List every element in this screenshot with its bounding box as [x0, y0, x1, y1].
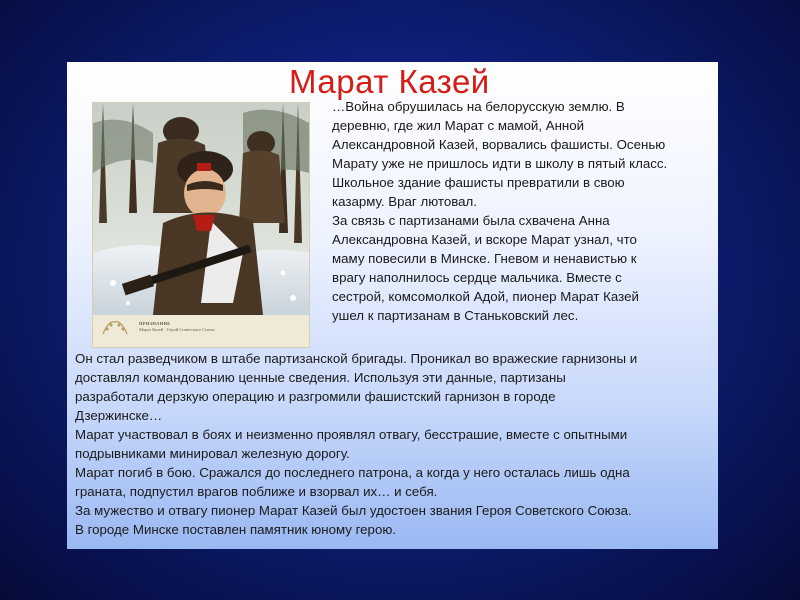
page-title: Марат Казей — [289, 63, 490, 100]
text-line: Александровной Казей, ворвались фашисты. Осенью — [332, 137, 666, 152]
text-line: врагу наполнилось сердце мальчика. Вместе с — [332, 270, 622, 285]
text-line: казарму. Враг лютовал. — [332, 194, 477, 209]
text-line: деревню, где жил Марат с мамой, Анной — [332, 118, 585, 133]
caption-subtitle: Марат Казей · Герой Советского Союза — [139, 327, 215, 332]
slide-content — [67, 62, 718, 549]
text-line: Марат погиб в бою. Сражался до последнего патрона, а когда у него осталась лишь одна — [75, 465, 630, 480]
text-line: В городе Минске поставлен памятник юному герою. — [75, 522, 397, 537]
painting-caption — [139, 321, 214, 333]
text-line: За мужество и отвагу пионер Марат Казей был удостоен звания Героя Советского Союза. — [75, 503, 632, 518]
text-line: Школьное здание фашисты превратили в свою — [332, 175, 625, 190]
text-line: За связь с партизанами была схвачена Анна — [332, 213, 610, 228]
text-line: Марату уже не пришлось идти в школу в пятый класс. — [332, 156, 668, 171]
text-line: граната, подпустил врагов поближе и взорвал их… и себя. — [75, 484, 438, 499]
text-line: …Война обрушилась на белорусскую землю. В — [332, 99, 625, 114]
text-line: Марат участвовал в боях и неизменно проявлял отвагу, бесстрашие, вместе с опытными — [75, 427, 628, 442]
text-line: Он стал разведчиком в штабе партизанской бригады. Проникал во вражеские гарнизоны и — [75, 351, 638, 366]
text-line: сестрой, комсомолкой Адой, пионер Марат Казей — [332, 289, 639, 304]
laurel-emblem-icon — [99, 318, 131, 336]
painting-illustration — [92, 102, 310, 348]
text-line: доставлял командованию ценные сведения. Используя эти данные, партизаны — [75, 370, 566, 385]
text-line: маму повесили в Минске. Гневом и ненавистью к — [332, 251, 637, 266]
story-text-bottom — [75, 349, 715, 539]
text-line: подрывниками минировал железную дорогу. — [75, 446, 350, 461]
text-line: ушел к партизанам в Станьковский лес. — [332, 308, 579, 323]
text-line: разработали дерзкую операцию и разгромили фашистский гарнизон в городе — [75, 389, 556, 404]
text-line: Дзержинске… — [75, 408, 163, 423]
story-text-right — [332, 97, 712, 325]
text-line: Александровна Казей, и вскоре Марат узнал, что — [332, 232, 637, 247]
painting-image — [93, 103, 309, 315]
caption-title: ПРИЗНАНИЕ — [139, 321, 171, 326]
